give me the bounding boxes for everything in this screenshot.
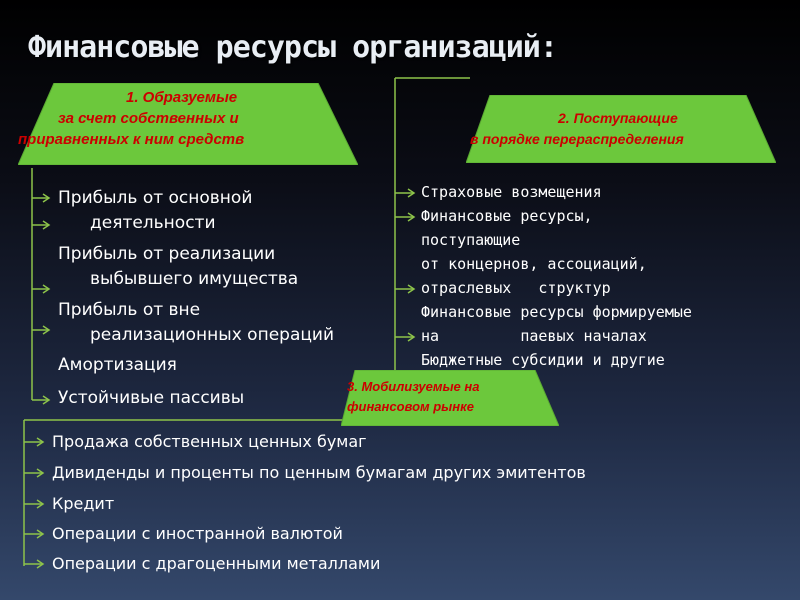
category-box-1-line2: за счет собственных и — [58, 110, 239, 127]
left-item-4: Амортизация — [58, 355, 177, 375]
category-box-2 — [466, 95, 776, 163]
right-item-2-cont-c: отраслевых структур — [421, 279, 611, 297]
arrow-icon — [32, 219, 54, 231]
bottom-item-2: Дивиденды и проценты по ценным бумагам других эмитентов — [52, 463, 586, 482]
arrow-icon — [395, 283, 419, 295]
arrow-icon — [395, 187, 419, 199]
arrow-icon — [395, 331, 419, 343]
right-item-1: Страховые возмещения — [421, 183, 602, 201]
arrow-icon — [24, 436, 48, 448]
category-box-2-line1: 2. Поступающие — [558, 110, 678, 126]
category-box-1-line3: приравненных к ним средств — [18, 131, 245, 148]
right-item-2-cont-a: поступающие — [421, 231, 521, 249]
left-item-3-cont: реализационных операций — [90, 325, 335, 345]
bottom-item-1: Продажа собственных ценных бумаг — [52, 432, 367, 451]
arrow-icon — [24, 498, 48, 510]
bottom-item-5: Операции с драгоценными металлами — [52, 554, 381, 573]
left-item-5: Устойчивые пассивы — [58, 388, 245, 408]
left-item-1-cont: деятельности — [90, 213, 216, 233]
bottom-item-3: Кредит — [52, 494, 115, 513]
bottom-item-4: Операции с иностранной валютой — [52, 524, 343, 543]
arrow-icon — [24, 528, 48, 540]
left-item-3: Прибыль от вне — [58, 300, 201, 320]
arrow-icon — [32, 324, 54, 336]
right-item-2-cont-b: от концернов, ассоциаций, — [421, 255, 647, 273]
category-box-2-line2: в порядке перераспределения — [470, 131, 684, 147]
arrow-icon — [32, 283, 54, 295]
arrow-icon — [395, 211, 419, 223]
page-title: Финансовые ресурсы организаций: — [28, 30, 557, 65]
right-item-3-cont: на паевых началах — [421, 327, 647, 345]
category-box-3-line1: 3. Мобилизуемые на — [347, 379, 480, 394]
arrow-icon — [24, 558, 48, 570]
right-item-4: Бюджетные субсидии и другие — [421, 351, 665, 369]
category-box-3-line2: финансовом рынке — [347, 399, 474, 414]
category-box-1 — [18, 83, 358, 165]
arrow-icon — [32, 394, 54, 406]
category-box-1-line1: 1. Образуемые — [126, 89, 238, 106]
left-item-2: Прибыль от реализации — [58, 244, 276, 264]
arrow-icon — [24, 467, 48, 479]
arrow-icon — [32, 192, 54, 204]
left-item-1: Прибыль от основной — [58, 188, 253, 208]
right-item-3: Финансовые ресурсы формируемые — [421, 303, 692, 321]
category-box-3 — [341, 370, 559, 426]
left-item-2-cont: выбывшего имущества — [90, 269, 299, 289]
right-item-2: Финансовые ресурсы, — [421, 207, 593, 225]
